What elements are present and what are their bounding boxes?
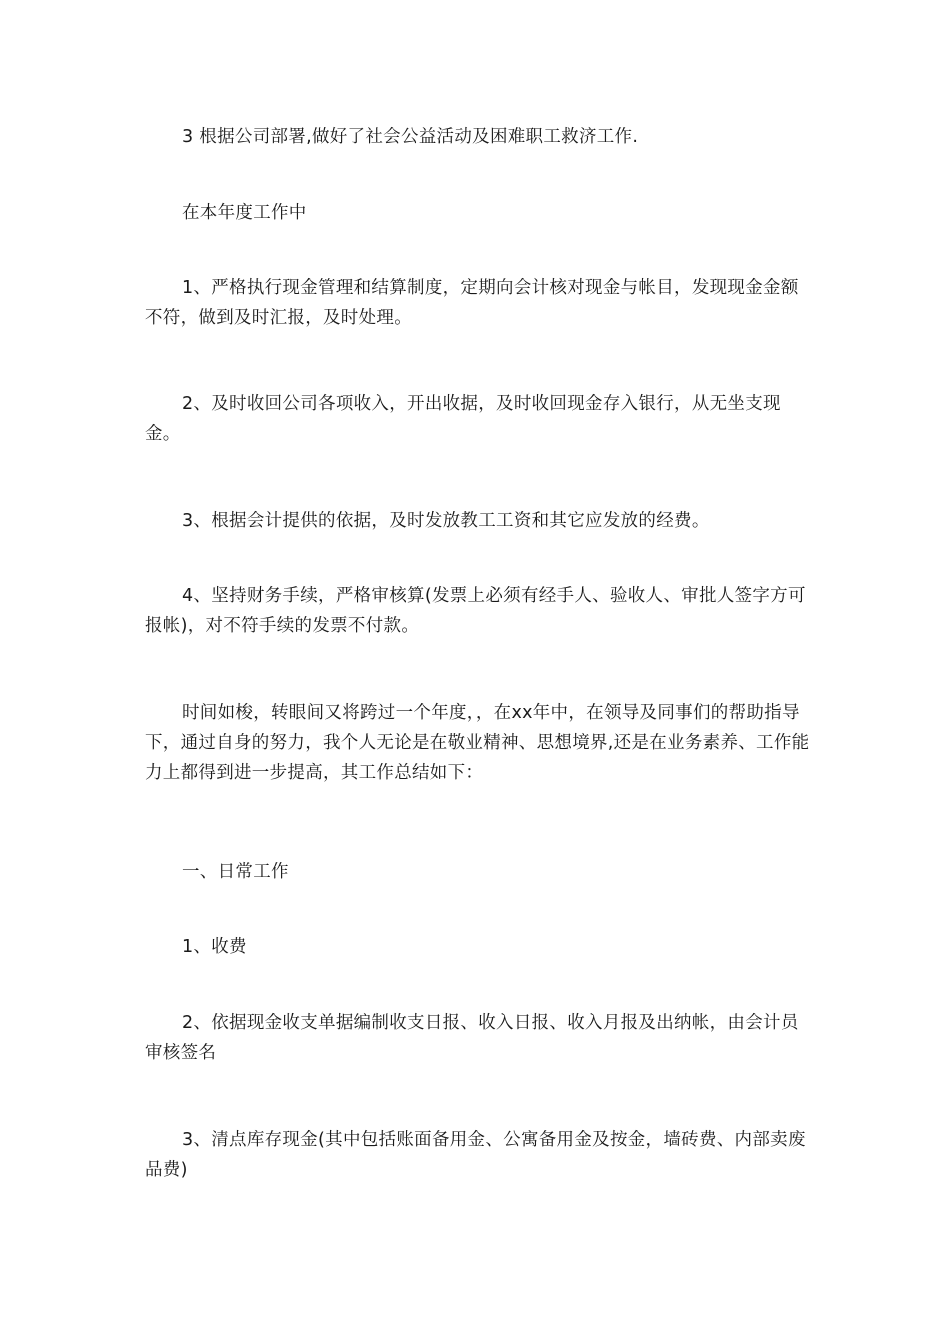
paragraph-social-welfare: 3 根据公司部署,做好了社会公益活动及困难职工救济工作. [182,127,639,147]
paragraph-income-collection: 2、及时收回公司各项收入，开出收据，及时收回现金存入银行，从无坐支现金。 [145,394,781,444]
paragraph-daily-reports: 2、依据现金收支单据编制收支日报、收入日报、收入月报及出纳帐，由会计员审核签名 [145,1013,799,1063]
paragraph-this-year-intro: 在本年度工作中 [182,203,307,223]
paragraph-fee-collection: 1、收费 [182,937,247,957]
paragraph-cash-inventory: 3、清点库存现金(其中包括账面备用金、公寓备用金及按金，墙砖费、内部卖废品费) [145,1130,806,1180]
section-heading-daily-work: 一、日常工作 [182,862,289,882]
paragraph-salary-payment: 3、根据会计提供的依据，及时发放教工工资和其它应发放的经费。 [182,511,710,531]
paragraph-year-summary: 时间如梭，转眼间又将跨过一个年度，，在xx年中，在领导及同事们的帮助指导下，通过自身的努力，我个人无论是在敬业精神、思想境界,还是在业务素养、工作能力上都得到进一步提高，其工作总结如下： [145,703,810,783]
paragraph-cash-management: 1、严格执行现金管理和结算制度，定期向会计核对现金与帐目，发现现金金额不符，做到及时汇报，及时处理。 [145,278,799,328]
paragraph-financial-procedures: 4、坚持财务手续，严格审核算(发票上必须有经手人、验收人、审批人签字方可报帐)，对不符手续的发票不付款。 [145,586,806,636]
